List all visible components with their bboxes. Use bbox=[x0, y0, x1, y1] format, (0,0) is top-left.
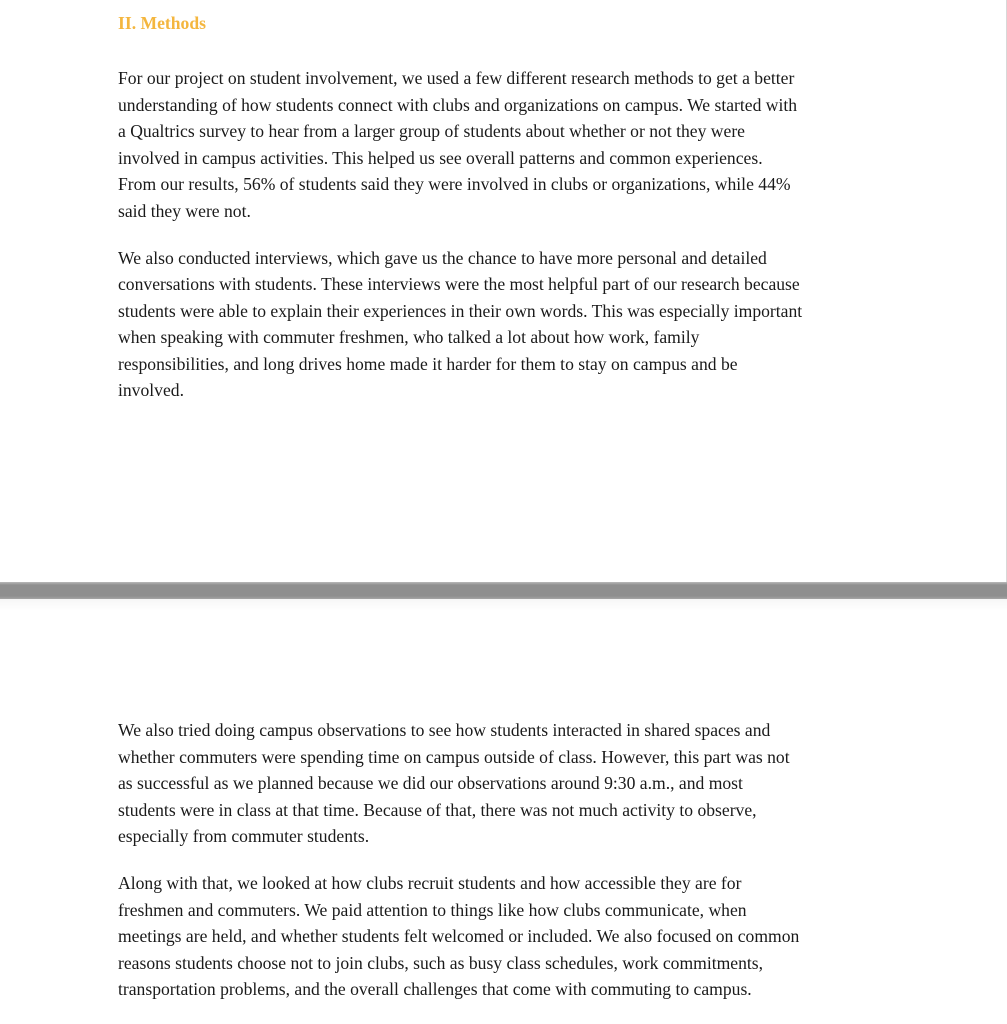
text-line: From our results, 56% of students said they were involved in clubs or organizations, while 44% bbox=[118, 174, 791, 194]
text-line: a Qualtrics survey to hear from a larger group of students about whether or not they were bbox=[118, 121, 745, 141]
text-line: whether commuters were spending time on campus outside of class. However, this part was not bbox=[118, 746, 790, 767]
text-line: understanding of how students connect with clubs and organizations on campus. We started with bbox=[118, 94, 798, 115]
section-heading: II. Methods bbox=[118, 13, 206, 33]
text-line: especially from commuter students. bbox=[118, 826, 370, 846]
text-line: students were able to explain their experiences in their own words. This was especially important bbox=[118, 300, 803, 321]
text-line: meetings are held, and whether students felt welcomed or included. We also focused on common bbox=[118, 926, 800, 946]
paragraph-methods-overview bbox=[118, 65, 898, 224]
text-line: responsibilities, and long drives home made it harder for them to stay on campus and be bbox=[118, 353, 738, 374]
text-line: students were in class at that time. Because of that, there was not much activity to observe, bbox=[118, 799, 757, 820]
document-page-2 bbox=[0, 599, 1007, 1024]
page-2-content bbox=[118, 717, 898, 1003]
text-line: involved in campus activities. This helped us see overall patterns and common experiences. bbox=[118, 147, 763, 168]
text-line: said they were not. bbox=[118, 200, 251, 221]
paragraph-club-recruitment bbox=[118, 870, 898, 1003]
text-line: For our project on student involvement, we used a few different research methods to get a better bbox=[118, 68, 795, 88]
paragraph-interviews bbox=[118, 245, 898, 404]
text-line: involved. bbox=[118, 380, 184, 400]
text-line: reasons students choose not to join clubs, such as busy class schedules, work commitments, bbox=[118, 952, 764, 973]
text-line: when speaking with commuter freshmen, who talked a lot about how work, family bbox=[118, 327, 700, 347]
text-line: as successful as we planned because we did our observations around 9:30 a.m., and most bbox=[118, 773, 743, 793]
text-line: conversations with students. These interviews were the most helpful part of our research because bbox=[118, 274, 800, 294]
text-line: We also conducted interviews, which gave us the chance to have more personal and detailed bbox=[118, 247, 767, 268]
page-1-content bbox=[118, 8, 898, 404]
page-separator bbox=[0, 582, 1007, 599]
text-line: freshmen and commuters. We paid attention to things like how clubs communicate, when bbox=[118, 899, 747, 920]
text-line: transportation problems, and the overall challenges that come with commuting to campus. bbox=[118, 979, 752, 999]
paragraph-observations bbox=[118, 717, 898, 850]
text-line: Along with that, we looked at how clubs recruit students and how accessible they are for bbox=[118, 873, 742, 893]
text-line: We also tried doing campus observations to see how students interacted in shared spaces and bbox=[118, 720, 771, 740]
